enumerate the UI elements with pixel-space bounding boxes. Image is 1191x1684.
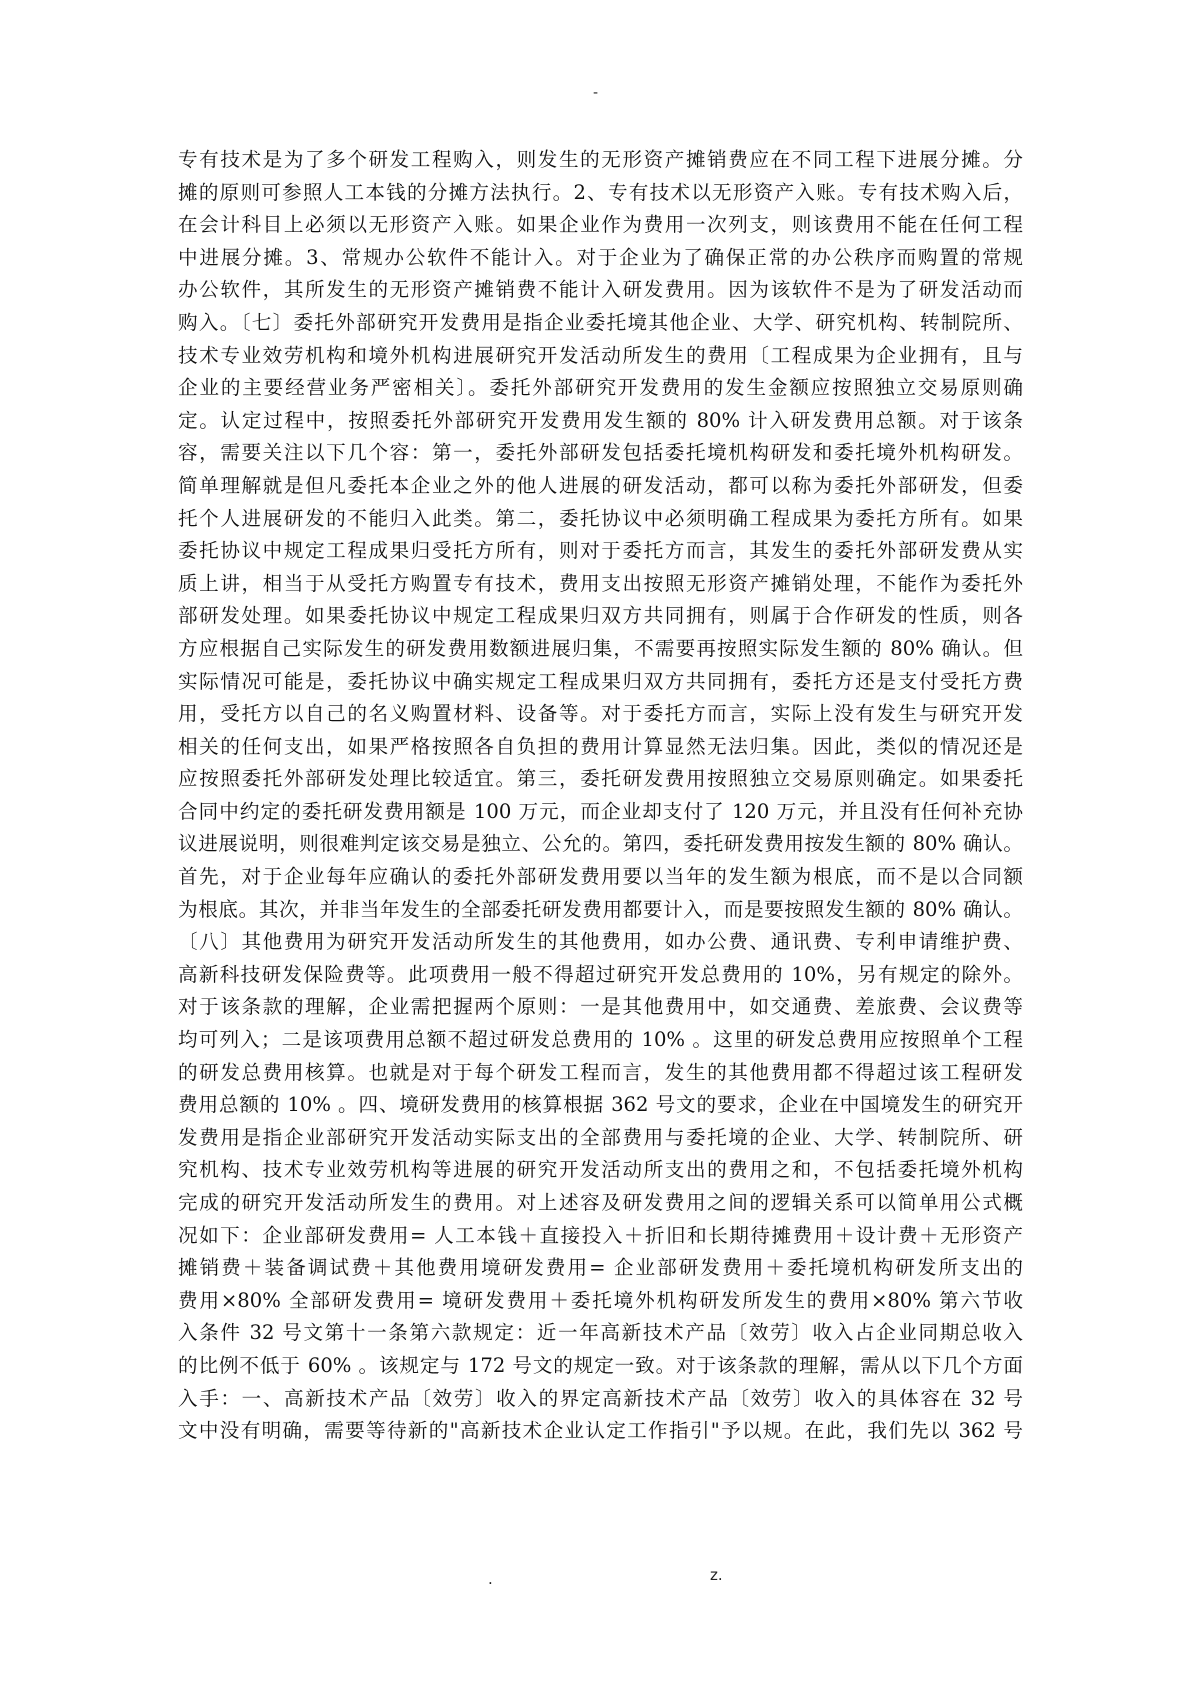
text-line: 中进展分摊。3、常规办公软件不能计入。对于企业为了确保正常的办公秩序而购置的常规 [178,245,1023,269]
body-text [178,144,1023,1448]
text-line: 托个人进展研发的不能归入此类。第二，委托协议中必须明确工程成果为委托方所有。如果 [178,506,1023,530]
text-line: 费用×80% 全部研发费用= 境研发费用＋委托境外机构研发所发生的费用×80% 第六节收 [178,1288,1023,1312]
text-line: 容，需要关注以下几个容：第一，委托外部研发包括委托境机构研发和委托境外机构研发。 [178,441,1023,465]
text-line: 技术专业效劳机构和境外机构进展研究开发活动所发生的费用〔工程成果为企业拥有，且与 [178,343,1023,367]
text-line: 入手：一、高新技术产品〔效劳〕收入的界定高新技术产品〔效劳〕收入的具体容在 32 号 [178,1386,1023,1410]
text-line: 实际情况可能是，委托协议中确实规定工程成果归双方共同拥有，委托方还是支付受托方费 [178,669,1023,693]
text-line: 定。认定过程中，按照委托外部研究开发费用发生额的 80% 计入研发费用总额。对于该条 [178,408,1023,432]
text-line: 均可列入；二是该项费用总额不超过研发总费用的 10% 。这里的研发总费用应按照单个工程 [178,1028,1023,1052]
header-mark: - [592,85,599,101]
text-line: 简单理解就是但凡委托本企业之外的他人进展的研发活动，都可以称为委托外部研发，但委 [178,473,1023,497]
text-line: 委托协议中规定工程成果归受托方所有，则对于委托方而言，其发生的委托外部研发费从实 [178,539,1023,563]
text-line: 议进展说明，则很难判定该交易是独立、公允的。第四，委托研发费用按发生额的 80% 确认。 [178,832,1023,856]
text-line: 部研发处理。如果委托协议中规定工程成果归双方共同拥有，则属于合作研发的性质，则各 [178,604,1023,628]
text-line: 的比例不低于 60% 。该规定与 172 号文的规定一致。对于该条款的理解，需从以下几个方面 [178,1353,1023,1377]
text-line: 对于该条款的理解，企业需把握两个原则：一是其他费用中，如交通费、差旅费、会议费等 [178,995,1023,1019]
footer-left-mark: . [488,1570,493,1588]
text-line: 的研发总费用核算。也就是对于每个研发工程而言，发生的其他费用都不得超过该工程研发 [178,1060,1023,1084]
text-line: 〔八〕其他费用为研究开发活动所发生的其他费用，如办公费、通讯费、专利申请维护费、 [178,930,1023,954]
text-line: 在会计科目上必须以无形资产入账。如果企业作为费用一次列支，则该费用不能在任何工程 [178,213,1023,237]
footer-right-mark: z. [710,1566,723,1584]
text-line: 用，受托方以自己的名义购置材料、设备等。对于委托方而言，实际上没有发生与研究开发 [178,702,1023,726]
text-line: 购入。〔七〕委托外部研究开发费用是指企业委托境其他企业、大学、研究机构、转制院所、 [178,310,1023,334]
text-line: 为根底。其次，并非当年发生的全部委托研发费用都要计入，而是要按照发生额的 80% 确认。 [178,897,1023,921]
text-line: 质上讲，相当于从受托方购置专有技术，费用支出按照无形资产摊销处理，不能作为委托外 [178,571,1023,595]
text-line: 办公软件，其所发生的无形资产摊销费不能计入研发费用。因为该软件不是为了研发活动而 [178,278,1023,302]
text-line: 合同中约定的委托研发费用额是 100 万元，而企业却支付了 120 万元，并且没有任何补充协 [178,799,1023,823]
text-line: 究机构、技术专业效劳机构等进展的研究开发活动所支出的费用之和，不包括委托境外机构 [178,1158,1023,1182]
text-line: 方应根据自己实际发生的研发费用数额进展归集，不需要再按照实际发生额的 80% 确认。但 [178,636,1023,660]
text-line: 相关的任何支出，如果严格按照各自负担的费用计算显然无法归集。因此，类似的情况还是 [178,734,1023,758]
text-line: 发费用是指企业部研究开发活动实际支出的全部费用与委托境的企业、大学、转制院所、研 [178,1125,1023,1149]
text-line: 摊的原则可参照人工本钱的分摊方法执行。2、专有技术以无形资产入账。专有技术购入后， [178,180,1023,204]
text-line: 企业的主要经营业务严密相关〕。委托外部研究开发费用的发生金额应按照独立交易原则确 [178,376,1023,400]
text-line: 完成的研究开发活动所发生的费用。对上述容及研发费用之间的逻辑关系可以简单用公式概 [178,1191,1023,1214]
text-line: 专有技术是为了多个研发工程购入，则发生的无形资产摊销费应在不同工程下进展分摊。分 [178,148,1023,171]
text-line: 摊销费＋装备调试费＋其他费用境研发费用= 企业部研发费用＋委托境机构研发所支出的 [178,1256,1023,1280]
text-line: 况如下：企业部研发费用= 人工本钱＋直接投入＋折旧和长期待摊费用＋设计费＋无形资产 [178,1223,1023,1247]
text-line: 费用总额的 10% 。四、境研发费用的核算根据 362 号文的要求，企业在中国境发生的研究开 [178,1093,1023,1117]
text-line: 应按照委托外部研发处理比较适宜。第三，委托研发费用按照独立交易原则确定。如果委托 [178,767,1023,791]
text-line: 入条件 32 号文第十一条第六款规定：近一年高新技术产品〔效劳〕收入占企业同期总收入 [178,1321,1023,1345]
text-line: 文中没有明确，需要等待新的"高新技术企业认定工作指引"予以规。在此，我们先以 362 号 [178,1419,1023,1443]
text-line: 高新科技研发保险费等。此项费用一般不得超过研究开发总费用的 10%，另有规定的除外。 [178,962,1023,986]
text-line: 首先，对于企业每年应确认的委托外部研发费用要以当年的发生额为根底，而不是以合同额 [178,865,1023,889]
